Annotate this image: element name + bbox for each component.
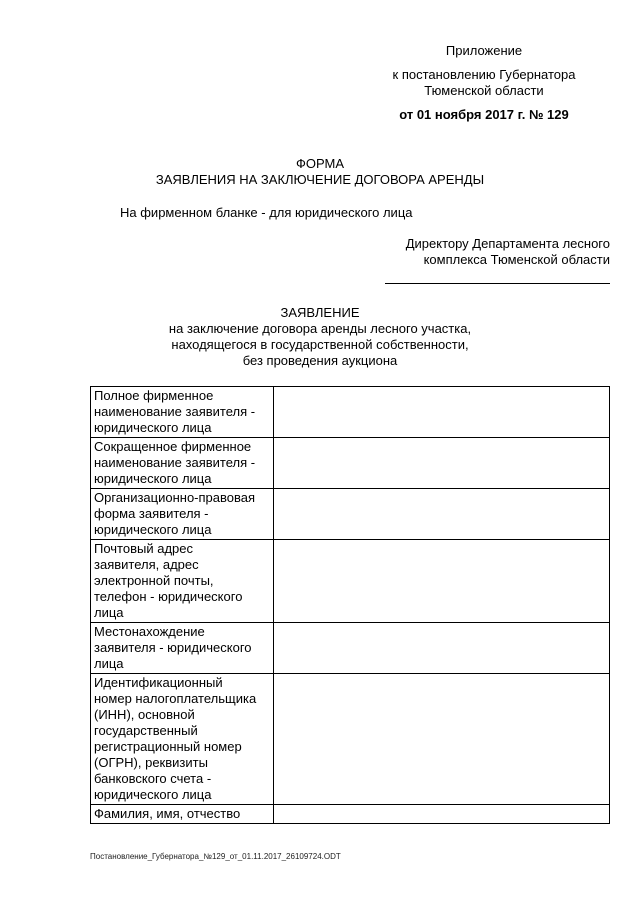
field-label-line: заявителя - юридического: [94, 640, 252, 655]
table-row: [91, 387, 610, 438]
field-label-line: (ИНН), основной: [94, 707, 195, 722]
field-value[interactable]: [274, 540, 610, 623]
field-label: [91, 623, 274, 674]
field-value[interactable]: [274, 438, 610, 489]
field-label-line: номер налогоплательщика: [94, 691, 257, 706]
addressee-underline: [385, 283, 610, 284]
addressee-line1: Директору Департамента лесного: [405, 236, 610, 251]
field-label-line: лица: [94, 656, 124, 671]
statement-subtitle-line2: находящегося в государственной собственности,: [171, 337, 469, 352]
field-label-line: Почтовый адрес: [94, 541, 193, 556]
field-label-line: Сокращенное фирменное: [94, 439, 252, 454]
field-label-line: наименование заявителя -: [94, 404, 256, 419]
field-label-line: наименование заявителя -: [94, 455, 256, 470]
field-value[interactable]: [274, 489, 610, 540]
field-label-line: электронной почты,: [94, 573, 214, 588]
letterhead-note: На фирменном бланке - для юридического лица: [120, 205, 413, 220]
form-title-line2: ЗАЯВЛЕНИЯ НА ЗАКЛЮЧЕНИЕ ДОГОВОРА АРЕНДЫ: [155, 172, 485, 187]
field-label-line: Фамилия, имя, отчество: [94, 806, 241, 821]
statement-title: ЗАЯВЛЕНИЕ: [280, 305, 360, 320]
field-label: [91, 805, 274, 824]
field-label: [91, 540, 274, 623]
addressee-line2: комплекса Тюменской области: [423, 252, 610, 267]
field-label-line: форма заявителя -: [94, 506, 209, 521]
appendix-date: от 01 ноября 2017 г. № 129: [399, 107, 569, 122]
document-footer: Постановление_Губернатора_№129_от_01.11.2017_26109724.ODT: [90, 852, 341, 861]
field-label-line: Местонахождение: [94, 624, 205, 639]
field-label: [91, 438, 274, 489]
field-label-line: юридического лица: [94, 420, 212, 435]
addressee: [360, 236, 610, 268]
field-label-line: лица: [94, 605, 124, 620]
field-label-line: юридического лица: [94, 471, 212, 486]
table-row: [91, 489, 610, 540]
field-label: [91, 674, 274, 805]
field-value[interactable]: [274, 805, 610, 824]
field-label: [91, 489, 274, 540]
table-row: [91, 674, 610, 805]
field-label-line: Организационно-правовая: [94, 490, 256, 505]
field-value[interactable]: [274, 387, 610, 438]
table-row: [91, 623, 610, 674]
field-value[interactable]: [274, 674, 610, 805]
table-row: [91, 438, 610, 489]
appendix-reference: к постановлению Губернатора: [392, 67, 576, 82]
field-label-line: Идентификационный: [94, 675, 223, 690]
field-label-line: юридического лица: [94, 522, 212, 537]
form-title-line1: ФОРМА: [295, 156, 345, 171]
table-row: [91, 540, 610, 623]
applicant-info-table: [90, 386, 610, 824]
statement-heading: [0, 305, 640, 369]
appendix-title: Приложение: [445, 43, 523, 58]
statement-subtitle-line1: на заключение договора аренды лесного участка,: [168, 321, 472, 336]
field-label-line: регистрационный номер: [94, 739, 242, 754]
field-label: [91, 387, 274, 438]
field-label-line: (ОГРН), реквизиты: [94, 755, 208, 770]
appendix-region: Тюменской области: [424, 83, 544, 98]
field-label-line: телефон - юридического: [94, 589, 243, 604]
statement-subtitle-line3: без проведения аукциона: [242, 353, 398, 368]
field-value[interactable]: [274, 623, 610, 674]
form-title: [0, 156, 640, 188]
field-label-line: Полное фирменное: [94, 388, 214, 403]
field-label-line: государственный: [94, 723, 198, 738]
field-label-line: заявителя, адрес: [94, 557, 199, 572]
table-row: [91, 805, 610, 824]
field-label-line: юридического лица: [94, 787, 212, 802]
field-label-line: банковского счета -: [94, 771, 212, 786]
